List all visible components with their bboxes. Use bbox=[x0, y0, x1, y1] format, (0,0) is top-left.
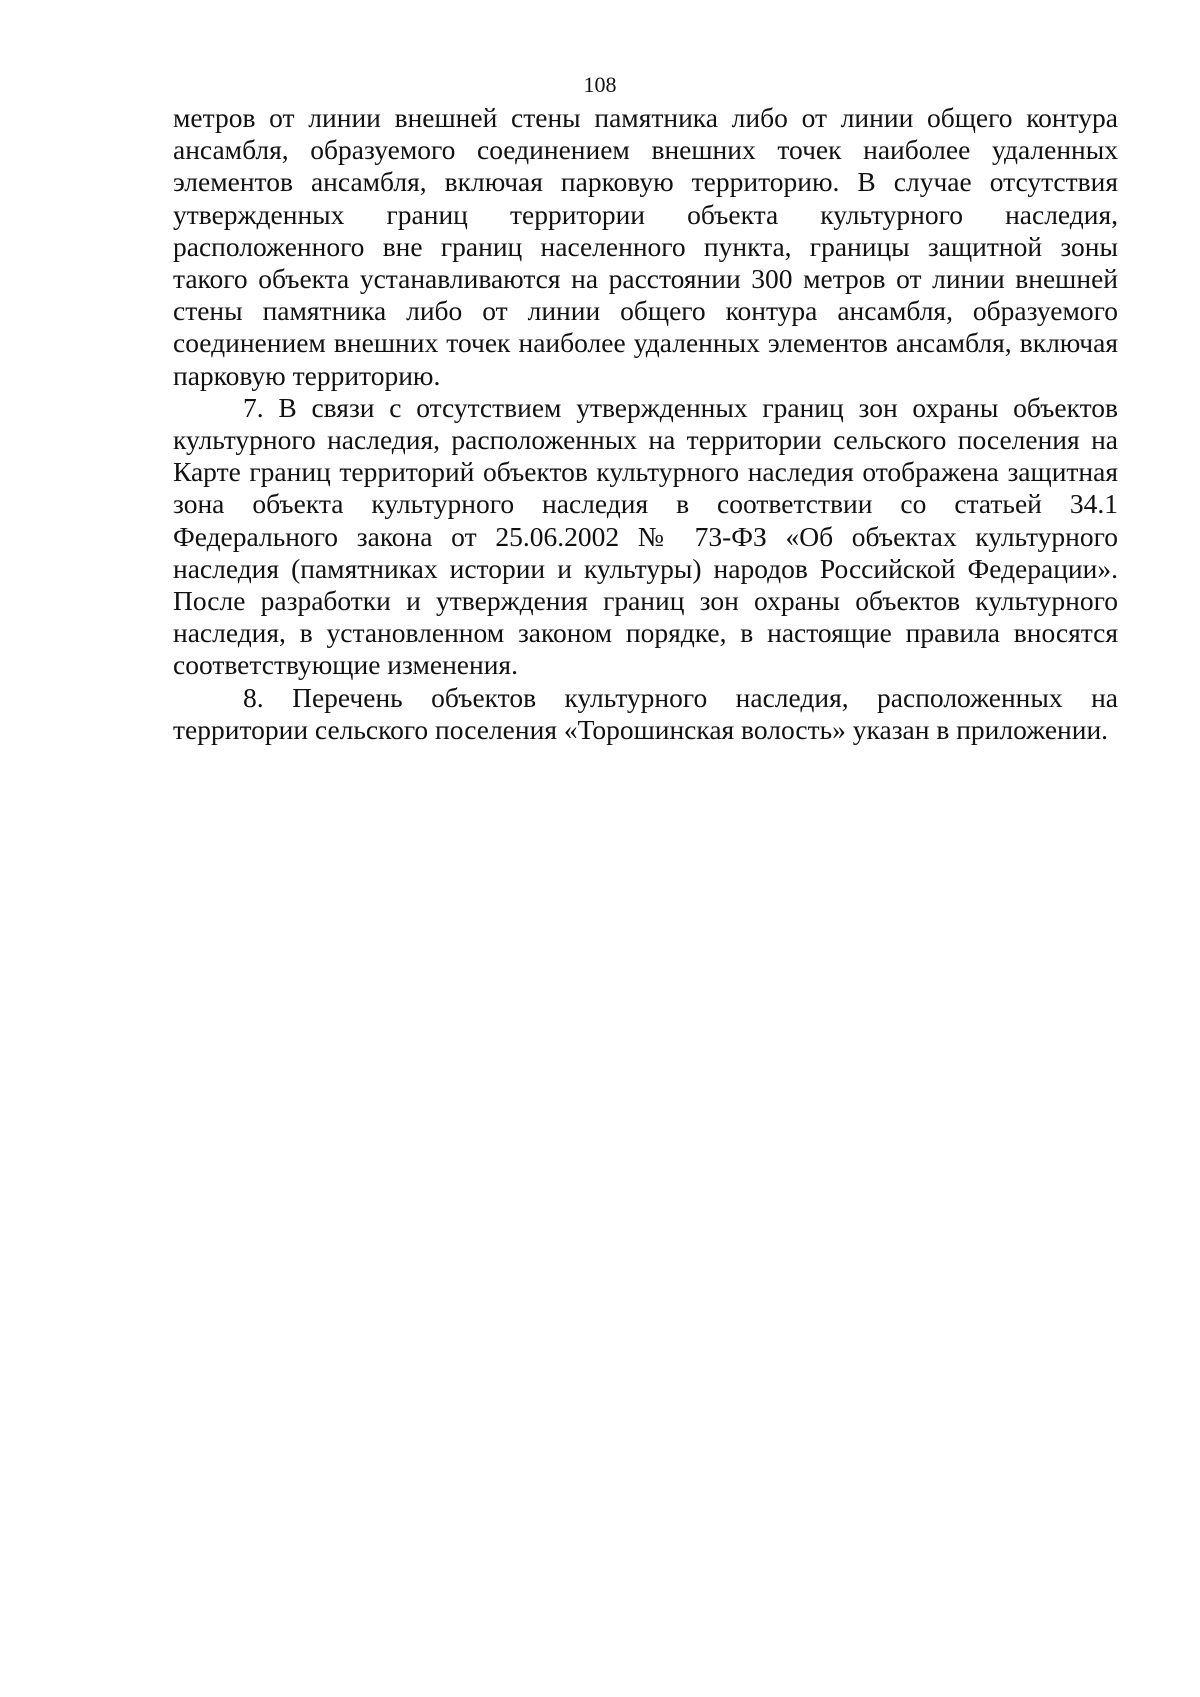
paragraph-continuation: метров от линии внешней стены памятника либо от линии общего контура ансамбля, образуемого соединением внешних точек наиболее удаленных элементов ансамбля, включая парковую территорию. В случае отсутствия утвержденных границ территории объекта культурного наследия, расположенного вне границ населенного пункта, границы защитной зоны такого объекта устанавливаются на расстоянии 300 метров от линии внешней стены памятника либо от линии общего контура ансамбля, образуемого соединением внешних точек наиболее удаленных элементов ансамбля, включая парковую территорию. bbox=[173, 102, 1118, 391]
page-number: 108 bbox=[583, 72, 617, 97]
paragraph-item-7: 7. В связи с отсутствием утвержденных границ зон охраны объектов культурного наследия, расположенных на территории сельского поселения на Карте границ территорий объектов культурного наследия отображена защитная зона объекта культурного наследия в соответствии со статьей 34.1 Федерального закона от 25.06.2002 № 73-ФЗ «Об объектах культурного наследия (памятниках истории и культуры) народов Российской Федерации». После разработки и утверждения границ зон охраны объектов культурного наследия, в установленном законом порядке, в настоящие правила вносятся соответствующие изменения. bbox=[173, 391, 1118, 681]
paragraph-item-8: 8. Перечень объектов культурного наследия, расположенных на территории сельского поселения «Торошинская волость» указан в приложении. bbox=[173, 681, 1118, 745]
document-body bbox=[173, 102, 1118, 746]
